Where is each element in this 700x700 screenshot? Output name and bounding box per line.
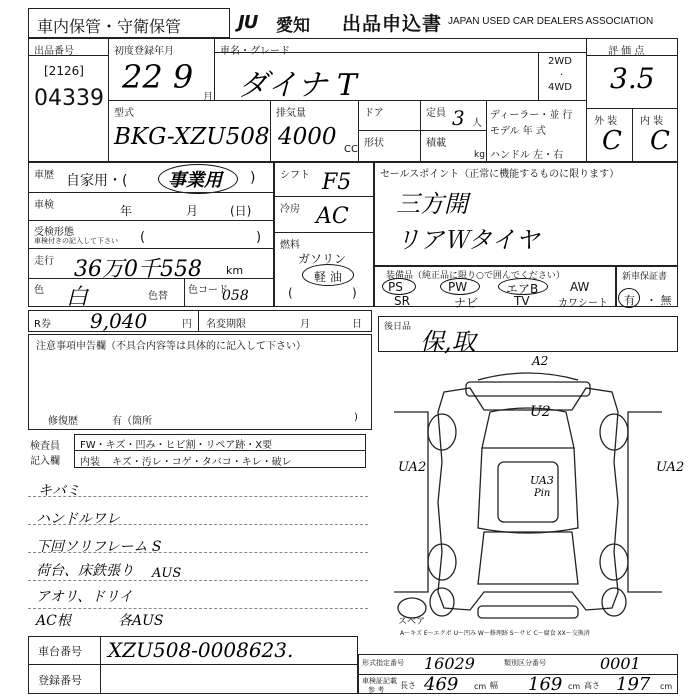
- equip-seat[interactable]: カワシート: [558, 298, 608, 309]
- dealer-label: ディーラー・並 行: [490, 110, 573, 121]
- chassis-label: 車台番号: [38, 645, 82, 658]
- sales-point-line1: 三方開: [396, 190, 468, 218]
- inspector-label-1: 検査員: [30, 441, 60, 452]
- shift-label: シフト: [280, 170, 310, 181]
- inspector-row1: FW・キズ・凹み・ヒビ割・リペア跡・X要: [80, 440, 273, 451]
- model-label: 型式: [114, 108, 134, 119]
- equip-tv[interactable]: TV: [514, 294, 530, 308]
- class-no-value: 0001: [600, 654, 641, 673]
- repair-close: ): [354, 412, 358, 423]
- warranty-yes-circle: [618, 288, 640, 308]
- remark-4: 荷台、床鉄張り: [36, 563, 134, 579]
- width-label: 幅: [490, 681, 498, 690]
- fuel-other-paren: (: [288, 286, 293, 300]
- fuel-gasoline[interactable]: ガソリン: [298, 252, 347, 266]
- car-value: ダイナ T: [238, 68, 357, 103]
- capacity-label: 定員: [426, 108, 446, 119]
- association-name: JAPAN USED CAR DEALERS ASSOCIATION: [448, 16, 654, 27]
- color-code-label: 色コード: [188, 285, 228, 296]
- recycle-label: R券: [34, 319, 51, 330]
- drive-dot: ·: [560, 70, 564, 81]
- color-value: 白: [66, 285, 89, 310]
- remark-1: キバミ: [38, 483, 80, 499]
- mileage-unit: km: [226, 264, 244, 277]
- reg-value: 22 9: [122, 58, 194, 96]
- inspection-year: 年: [120, 204, 133, 218]
- int-grade: C: [650, 126, 670, 156]
- aircon-label: 冷房: [280, 204, 300, 215]
- lot-label: 出品番号: [34, 46, 74, 57]
- remark-aus-each: 各AUS: [118, 613, 164, 629]
- name-change-month: 月: [300, 319, 310, 330]
- remark-2: ハンドルワレ: [36, 511, 120, 527]
- grade-label: 評 価 点: [608, 46, 645, 57]
- ext-grade: C: [602, 126, 622, 156]
- width-value: 169: [528, 674, 563, 695]
- drive-4wd[interactable]: 4WD: [548, 82, 572, 93]
- handle-label: ハンドル 左・右: [490, 150, 564, 161]
- acceptance-paren-close: ): [256, 230, 262, 245]
- reg-label: 初度登録年月: [114, 46, 174, 57]
- name-change-day: 日: [352, 319, 362, 330]
- fuel-diesel[interactable]: 軽 油: [314, 270, 342, 284]
- class-no-label: 類別区分番号: [504, 659, 546, 667]
- sales-point-line2: リアＷタイヤ: [396, 226, 540, 254]
- displacement-value: 4000: [278, 124, 337, 150]
- model-year-label: モデル 年 式: [490, 126, 546, 137]
- inspection-month: 月: [186, 204, 199, 218]
- accessories-value: 保,取: [420, 328, 476, 356]
- length-unit: cm: [474, 682, 487, 691]
- fuel-label: 燃料: [280, 240, 300, 251]
- length-label: 長さ: [400, 681, 416, 690]
- remark-3: 下回ソリフレーム S: [36, 539, 162, 555]
- drive-2wd[interactable]: 2WD: [548, 56, 572, 67]
- displacement-label: 排気量: [276, 108, 306, 119]
- ju-logo: JU: [238, 12, 258, 33]
- door-label: ドア: [364, 108, 384, 119]
- color-code: 058: [222, 288, 249, 304]
- diagram-spare: スペア: [398, 617, 426, 627]
- lot-number: 04339: [34, 86, 104, 111]
- remark-5: アオリ、ドリイ: [36, 589, 133, 605]
- equip-navi[interactable]: ナビ: [454, 296, 479, 310]
- storage-box: [28, 8, 230, 38]
- lot-bracket: [2126]: [44, 64, 84, 78]
- ext-label: 外 装: [594, 116, 618, 127]
- warranty-label: 新車保証書: [622, 272, 668, 282]
- damage-legend: A～キズ E～エクボ U～凹み W～修理跡 S～サビ C～腐食 XX～交換済: [400, 630, 590, 637]
- remark-aus: AUS: [152, 566, 182, 581]
- inspector-label-2: 記入欄: [30, 456, 60, 467]
- load-unit: kg: [474, 150, 485, 160]
- height-label: 高さ: [584, 681, 600, 690]
- equip-aw[interactable]: AW: [570, 280, 590, 294]
- height-unit: cm: [660, 682, 673, 691]
- name-change-label: 名変期限: [206, 319, 246, 330]
- registration-label: 登録番号: [38, 674, 82, 687]
- recycle-unit: 円: [182, 319, 192, 330]
- remark-6: AC根: [36, 613, 71, 629]
- diagram-ua2-left: UA2: [398, 460, 427, 475]
- grade-value: 3.5: [610, 62, 655, 95]
- capacity-value: 3: [452, 106, 465, 130]
- model-no-label: 形式指定番号: [362, 659, 404, 667]
- fuel-diesel-circle: [302, 264, 354, 286]
- inspector-row2-label: 内装: [80, 457, 100, 468]
- color-replace-label: 色替: [148, 291, 168, 302]
- warranty-no[interactable]: ・ 無: [646, 294, 672, 307]
- capacity-unit: 人: [472, 118, 482, 129]
- mileage-label: 走行: [34, 256, 54, 267]
- equip-airbag[interactable]: エアB: [506, 282, 539, 296]
- org-name: 愛知: [276, 16, 310, 36]
- equip-ps-circle: [382, 278, 416, 295]
- form-title: 出品申込書: [342, 13, 443, 35]
- equip-sr[interactable]: SR: [394, 294, 410, 308]
- acceptance-paren: (: [140, 230, 146, 245]
- history-label: 車歴: [34, 170, 54, 181]
- shift-value: F5: [322, 170, 352, 195]
- history-paren-close: ): [250, 170, 256, 186]
- aircon-value: AC: [316, 204, 349, 229]
- notes-label: 注意事項申告欄（不具合内容等は具体的に記入して下さい）: [36, 341, 306, 352]
- diagram-u2: U2: [530, 404, 551, 420]
- equipment-label: 装備品（純正品に限り○で囲んでください）: [386, 271, 565, 281]
- diagram-pin: Pin: [534, 488, 551, 499]
- fuel-other-paren-close: ): [352, 286, 357, 300]
- acceptance-note: 車検付きの記入して下さい: [34, 237, 118, 245]
- repair-label: 修復歴: [48, 416, 78, 427]
- vehicle-diagram: [378, 352, 678, 642]
- equip-airbag-circle: [498, 278, 548, 295]
- shape-label: 形状: [364, 138, 384, 149]
- width-unit: cm: [568, 682, 581, 691]
- acceptance-label: 受検形態: [34, 227, 74, 238]
- diagram-ua3: UA3: [530, 474, 554, 487]
- recycle-value: 9,040: [90, 309, 148, 333]
- history-value: 自家用・(: [66, 173, 128, 189]
- spec-label-1: 車検証記載: [362, 677, 397, 685]
- height-value: 197: [616, 674, 651, 695]
- load-label: 積載: [426, 138, 446, 149]
- history-circle-mark: [158, 164, 238, 194]
- accessories-label: 後日品: [384, 322, 412, 332]
- length-value: 469: [424, 674, 459, 695]
- chassis-value: XZU508-0008623.: [108, 638, 294, 662]
- equip-pw[interactable]: PW: [448, 280, 468, 294]
- equip-pw-circle: [440, 278, 480, 295]
- equip-ps[interactable]: PS: [388, 280, 403, 294]
- model-no-value: 16029: [424, 654, 475, 673]
- reg-month-unit: 月: [203, 92, 213, 103]
- diagram-ua2-right: UA2: [656, 460, 685, 475]
- spec-label-2: 参 考: [368, 686, 385, 694]
- inspection-label: 車検: [34, 200, 54, 211]
- warranty-yes[interactable]: 有: [624, 294, 635, 307]
- model-value: BKG-XZU508: [114, 124, 270, 150]
- storage-label: 車内保管・守衛保管: [37, 17, 182, 36]
- history-circled[interactable]: 事業用: [168, 170, 222, 191]
- car-label: 車名・グレード: [220, 46, 290, 57]
- inspector-row2: キズ・汚レ・コゲ・タバコ・キレ・破レ: [112, 457, 292, 468]
- recycle-row: [28, 310, 372, 332]
- sales-point-label: セールスポイント（正常に機能するものに限ります）: [380, 169, 620, 180]
- int-label: 内 装: [640, 116, 664, 127]
- inspection-day: (日): [230, 204, 252, 218]
- diagram-a2: A2: [532, 354, 549, 368]
- color-label: 色: [34, 285, 44, 296]
- repair-value: 有（箇所: [112, 416, 152, 427]
- mileage-value: 36万0千558: [74, 257, 202, 282]
- displacement-unit: CC: [344, 144, 358, 155]
